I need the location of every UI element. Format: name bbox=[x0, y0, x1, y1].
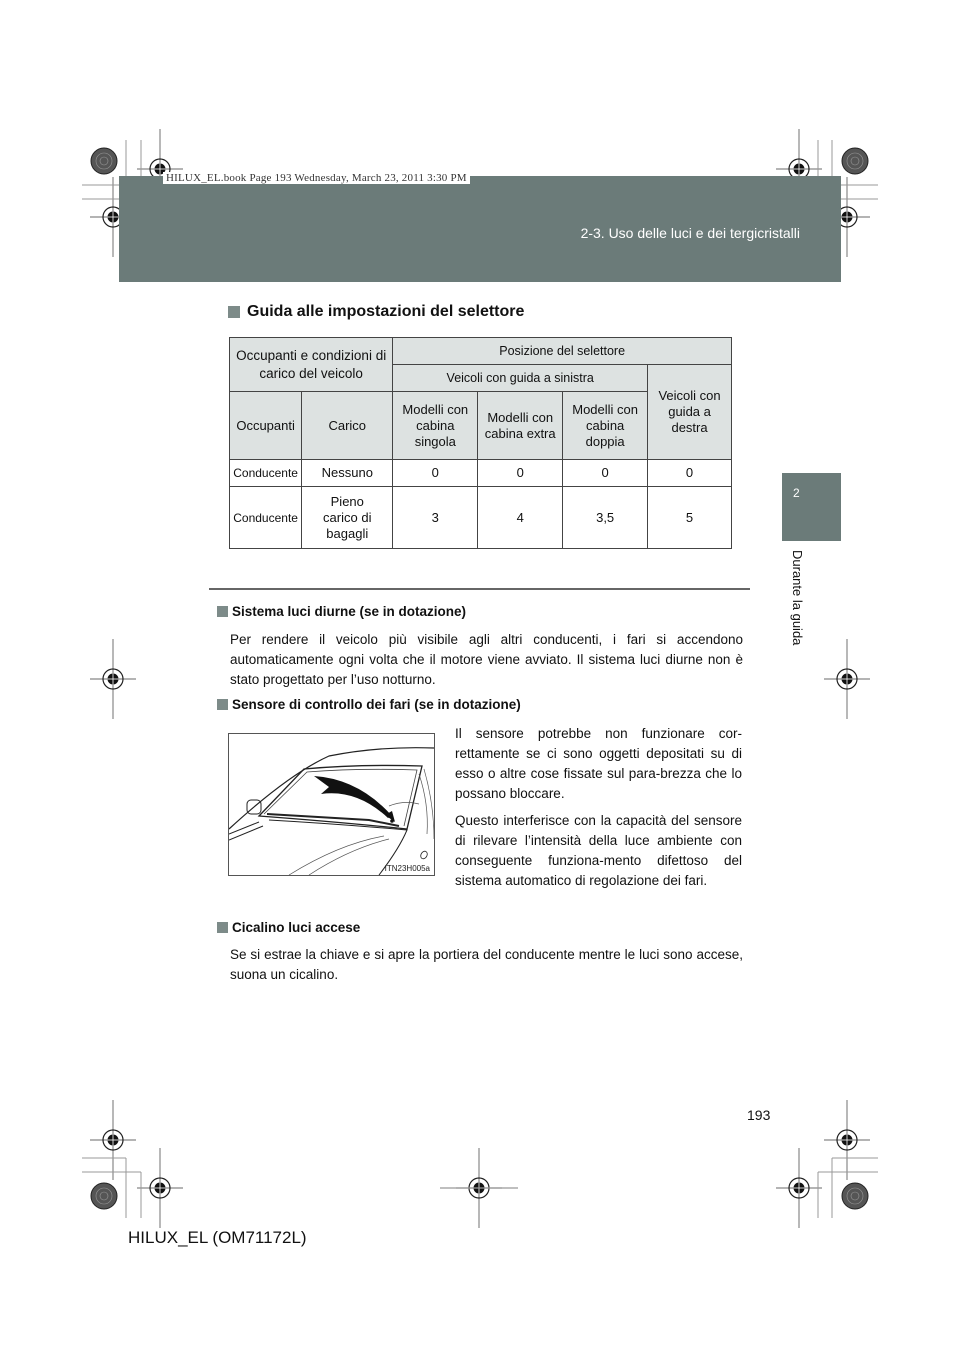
cell-rhd: 5 bbox=[648, 487, 732, 549]
table-row bbox=[230, 460, 732, 487]
print-stamp: HILUX_EL.book Page 193 Wednesday, March 23, 2011 3:30 PM bbox=[163, 172, 470, 184]
square-bullet-icon bbox=[217, 606, 228, 617]
selector-settings-table bbox=[229, 337, 732, 549]
cell-rhd: 0 bbox=[648, 460, 732, 487]
cell-extra: 4 bbox=[478, 487, 563, 549]
figure-code: ITN23H005a bbox=[384, 864, 430, 873]
section-title: 2-3. Uso delle luci e dei tergicristalli bbox=[580, 225, 800, 241]
drl-paragraph: Per rendere il veicolo più visibile agli altri conducenti, i fari si accendono automaticamente ogni volta che il motore viene avviato. Il sistema luci diurne non è stato progettato per l’uso notturno. bbox=[230, 632, 743, 687]
cell-doppia: 3,5 bbox=[563, 487, 648, 549]
cell-singola: 3 bbox=[393, 487, 478, 549]
sensor-heading bbox=[217, 697, 521, 712]
chapter-label: Durante la guida bbox=[790, 550, 805, 646]
header-lhd: Veicoli con guida a sinistra bbox=[393, 365, 648, 392]
square-bullet-icon bbox=[217, 922, 228, 933]
cell-doppia: 0 bbox=[563, 460, 648, 487]
section-divider bbox=[209, 588, 750, 590]
model-code: HILUX_EL (OM71172L) bbox=[128, 1228, 307, 1247]
main-heading bbox=[228, 303, 524, 321]
table-row bbox=[230, 487, 732, 549]
header-occupant-conditions: Occupanti e condizioni di carico del veicolo bbox=[230, 338, 393, 392]
windshield-drawing bbox=[229, 734, 434, 875]
page-number: 193 bbox=[747, 1107, 771, 1123]
buzzer-heading-text: Cicalino luci accese bbox=[232, 920, 361, 935]
cell-occupanti: Conducente bbox=[230, 460, 302, 487]
sensor-paragraph-1: Il sensore potrebbe non funzionare cor-rettamente se ci sono oggetti depositati su di esso o altre cose fissate sul para-brezza che lo possano bloccare. bbox=[455, 726, 742, 801]
header-rhd: Veicoli con guida a destra bbox=[648, 365, 732, 460]
cell-singola: 0 bbox=[393, 460, 478, 487]
header-cabina-extra: Modelli con cabina extra bbox=[478, 392, 563, 460]
header-cabina-doppia: Modelli con cabina doppia bbox=[563, 392, 648, 460]
square-bullet-icon bbox=[228, 306, 240, 318]
chapter-tab bbox=[782, 473, 841, 541]
cell-occupanti: Conducente bbox=[230, 487, 302, 549]
header-occupanti: Occupanti bbox=[230, 392, 302, 460]
cell-extra: 0 bbox=[478, 460, 563, 487]
square-bullet-icon bbox=[217, 699, 228, 710]
sensor-paragraph-2: Questo interferisce con la capacità del sensore di rilevare l’intensità della luce ambiente con conseguente funziona-mento difettoso del sistema automatico di regolazione dei fari. bbox=[455, 813, 742, 888]
drl-heading-text: Sistema luci diurne (se in dotazione) bbox=[232, 604, 467, 619]
cell-carico: Nessuno bbox=[302, 460, 393, 487]
drl-heading bbox=[217, 604, 466, 619]
sensor-heading-text: Sensore di controllo dei fari (se in dotazione) bbox=[232, 697, 521, 712]
header-selector-position: Posizione del selettore bbox=[393, 338, 732, 365]
main-heading-text: Guida alle impostazioni del selettore bbox=[247, 303, 525, 320]
cell-carico: Pieno carico di bagagli bbox=[302, 487, 393, 549]
chapter-number: 2 bbox=[793, 486, 800, 500]
header-carico: Carico bbox=[302, 392, 393, 460]
header-cabina-singola: Modelli con cabina singola bbox=[393, 392, 478, 460]
buzzer-heading bbox=[217, 920, 360, 935]
buzzer-paragraph: Se si estrae la chiave e si apre la portiera del conducente mentre le luci sono accese, suona un cicalino. bbox=[230, 947, 743, 982]
windshield-sensor-illustration bbox=[228, 733, 435, 876]
